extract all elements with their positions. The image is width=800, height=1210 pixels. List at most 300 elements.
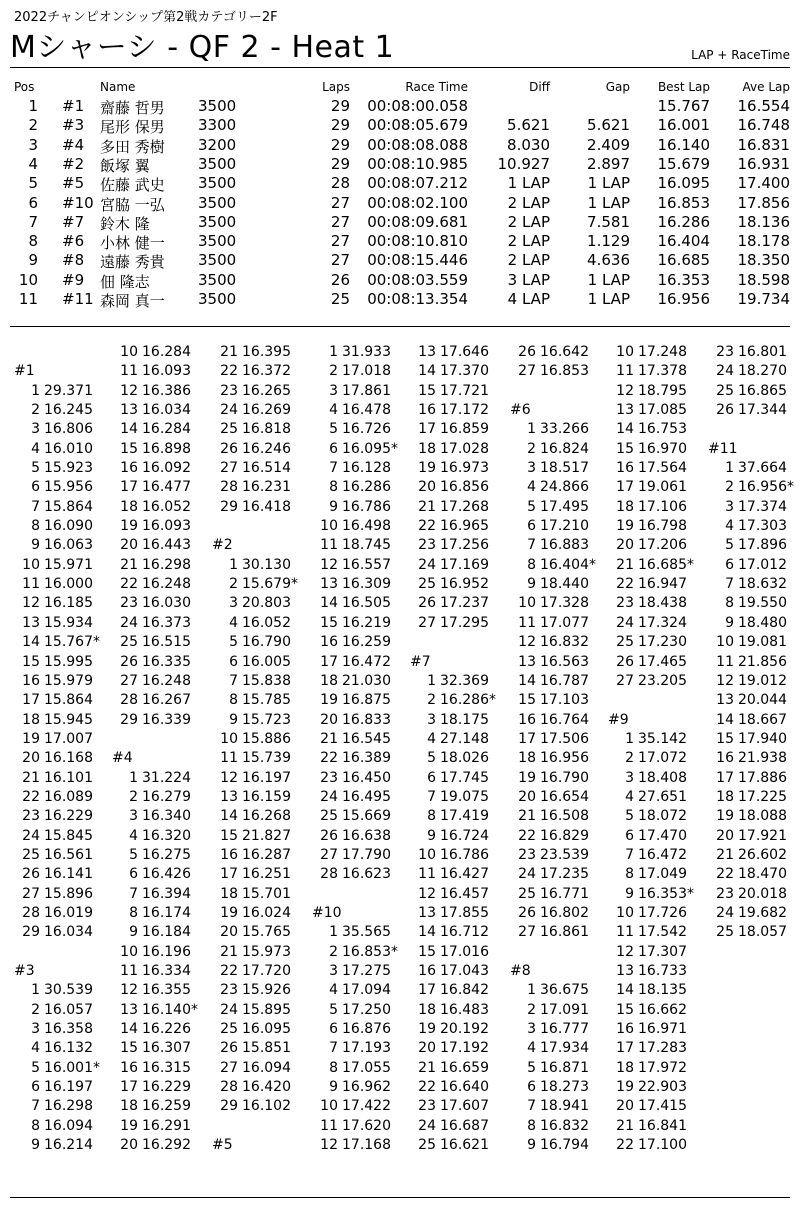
lap-number: 16 <box>418 402 436 419</box>
lap-entry <box>14 1001 114 1020</box>
lap-number: 16 <box>120 460 138 477</box>
lap-entry <box>14 1078 114 1097</box>
lap-number: 5 <box>625 808 634 825</box>
lap-time: 15.765 <box>242 924 291 941</box>
lap-time: 16.101 <box>44 769 93 786</box>
lap-entry <box>14 846 114 865</box>
lap-time: 16.001* <box>44 1059 100 1076</box>
lap-entry <box>608 981 708 1000</box>
result-laps: 29 <box>330 116 350 135</box>
lap-time: 16.265 <box>242 382 291 399</box>
lap-number: 16 <box>220 846 238 863</box>
driver-heading: #7 <box>410 653 431 670</box>
lap-time: 17.283 <box>638 1040 687 1057</box>
lap-time: 16.128 <box>342 460 391 477</box>
lap-time: 17.721 <box>440 382 489 399</box>
lap-entry <box>112 614 212 633</box>
lap-number: 20 <box>120 537 138 554</box>
lap-entry <box>312 478 412 497</box>
lap-time: 16.841 <box>638 1117 687 1134</box>
result-no: #8 <box>62 251 85 270</box>
lap-time: 16.395 <box>242 344 291 360</box>
lap-time: 16.472 <box>342 653 391 670</box>
lap-entry <box>708 711 800 730</box>
result-name: 小林 健一 <box>100 234 165 253</box>
lap-number: 11 <box>22 576 40 593</box>
lap-entry <box>212 401 312 420</box>
lap-time: 17.012 <box>738 556 787 573</box>
lap-number: 11 <box>518 614 536 631</box>
lap-time: 27.148 <box>440 730 489 747</box>
lap-number: 6 <box>625 827 634 844</box>
result-diff: 1 LAP <box>507 174 550 193</box>
lap-time: 16.214 <box>44 1137 93 1154</box>
result-row <box>0 193 800 214</box>
lap-number: 27 <box>220 460 238 477</box>
lap-time: 17.106 <box>638 498 687 515</box>
lap-time: 15.767* <box>44 634 100 651</box>
lap-number: 21 <box>616 1117 634 1134</box>
result-name: 齋藤 哲男 <box>100 99 165 117</box>
lap-time: 16.638 <box>342 827 391 844</box>
result-pos: 3 <box>28 135 38 154</box>
driver-heading: #5 <box>212 1137 233 1154</box>
lap-number: 5 <box>427 750 436 767</box>
lap-time: 16.094 <box>242 1059 291 1076</box>
lap-time: 23.205 <box>638 672 687 689</box>
lap-entry <box>14 536 114 555</box>
lap-time: 16.818 <box>242 421 291 438</box>
lap-entry <box>708 885 800 904</box>
lap-entry <box>112 536 212 555</box>
result-no: #3 <box>62 116 85 135</box>
lap-number: 15 <box>616 1001 634 1018</box>
lap-entry <box>112 440 212 459</box>
lap-time: 16.472 <box>638 846 687 863</box>
lap-time: 17.378 <box>638 363 687 380</box>
lap-entry <box>708 362 800 381</box>
lap-column <box>14 343 114 1155</box>
lap-number: 7 <box>527 537 536 554</box>
lap-time: 17.256 <box>440 537 489 554</box>
lap-time: 16.298 <box>142 556 191 573</box>
lap-number: 22 <box>22 788 40 805</box>
lap-time: 16.219 <box>342 614 391 631</box>
lap-entry <box>112 711 212 730</box>
lap-entry <box>410 749 510 768</box>
lap-time: 16.478 <box>342 402 391 419</box>
result-best: 16.095 <box>657 174 710 193</box>
lap-entry <box>608 1039 708 1058</box>
lap-time: 30.130 <box>242 556 291 573</box>
lap-entry <box>112 672 212 691</box>
lap-entry <box>510 1039 610 1058</box>
lap-entry <box>212 846 312 865</box>
result-gap: 1.129 <box>587 232 630 251</box>
result-name: 森岡 真一 <box>100 292 165 310</box>
result-laps: 29 <box>330 135 350 154</box>
lap-time: 16.786 <box>342 498 391 515</box>
lap-entry <box>212 923 312 942</box>
lap-number: 4 <box>129 827 138 844</box>
lap-entry <box>312 401 412 420</box>
lap-entry <box>608 594 708 613</box>
lap-entry <box>112 1001 212 1020</box>
lap-time: 16.824 <box>540 440 589 457</box>
lap-entry <box>608 420 708 439</box>
lap-entry <box>608 536 708 555</box>
lap-number: 3 <box>625 769 634 786</box>
lap-entry <box>708 556 800 575</box>
result-time: 00:08:10.985 <box>367 154 468 173</box>
lap-entry <box>608 691 708 710</box>
lap-entry <box>212 1117 312 1136</box>
lap-number: 24 <box>418 1117 436 1134</box>
lap-number: 8 <box>31 518 40 535</box>
lap-entry <box>410 633 510 652</box>
lap-number: 4 <box>31 440 40 457</box>
lap-time: 16.483 <box>440 1001 489 1018</box>
lap-time: 16.168 <box>44 750 93 767</box>
lap-time: 16.404* <box>540 556 596 573</box>
lap-entry <box>410 1117 510 1136</box>
page-title: Mシャーシ - QF 2 - Heat 1 <box>10 30 395 65</box>
result-time: 00:08:05.679 <box>367 116 468 135</box>
lap-time: 21.030 <box>342 672 391 689</box>
lap-time: 16.477 <box>142 479 191 496</box>
lap-entry <box>608 1001 708 1020</box>
result-ave: 17.400 <box>737 174 790 193</box>
lap-time: 16.623 <box>342 866 391 883</box>
lap-entry <box>608 498 708 517</box>
result-pos: 11 <box>18 290 38 308</box>
lap-time: 16.019 <box>44 904 93 921</box>
lap-number: 18 <box>418 440 436 457</box>
lap-number: 1 <box>427 672 436 689</box>
lap-entry <box>14 614 114 633</box>
lap-entry <box>410 1020 510 1039</box>
lap-number: 22 <box>518 827 536 844</box>
lap-entry <box>14 498 114 517</box>
lap-number: 22 <box>220 363 238 380</box>
lap-number: 3 <box>527 460 536 477</box>
lap-time: 16.320 <box>142 827 191 844</box>
lap-time: 18.270 <box>738 363 787 380</box>
lap-time: 16.642 <box>540 344 589 360</box>
col-diff: Diff <box>529 80 550 94</box>
lap-time: 16.268 <box>242 808 291 825</box>
lap-number: 3 <box>31 421 40 438</box>
lap-number: 16 <box>418 963 436 979</box>
lap-number: 10 <box>418 846 436 863</box>
lap-number: 12 <box>22 595 40 612</box>
lap-time: 16.801 <box>738 344 787 360</box>
lap-entry <box>112 730 212 749</box>
lap-number: 6 <box>31 1079 40 1096</box>
lap-number: 9 <box>527 576 536 593</box>
lap-number: 11 <box>120 963 138 979</box>
lap-number: 14 <box>220 808 238 825</box>
lap-entry <box>212 691 312 710</box>
lap-time: 17.085 <box>638 402 687 419</box>
lap-number: 20 <box>220 924 238 941</box>
result-row <box>0 97 800 117</box>
lap-number: 6 <box>427 769 436 786</box>
lap-entry <box>510 653 610 672</box>
result-row <box>0 135 800 156</box>
lap-entry <box>410 401 510 420</box>
lap-number: 19 <box>220 904 238 921</box>
lap-entry <box>608 1020 708 1039</box>
lap-time: 20.192 <box>440 1021 489 1038</box>
driver-heading: #3 <box>14 963 35 979</box>
lap-time: 17.564 <box>638 460 687 477</box>
lap-entry <box>312 1097 412 1116</box>
result-no: #10 <box>62 193 94 212</box>
lap-entry <box>212 614 312 633</box>
result-no: #2 <box>62 154 85 173</box>
lap-entry <box>212 1059 312 1078</box>
lap-time: 18.517 <box>540 460 589 477</box>
lap-time: 16.102 <box>242 1098 291 1115</box>
lap-time: 17.250 <box>342 1001 391 1018</box>
lap-entry <box>510 807 610 826</box>
lap-entry <box>312 730 412 749</box>
lap-entry <box>708 865 800 884</box>
lap-number: 23 <box>220 382 238 399</box>
lap-number: 3 <box>427 711 436 728</box>
lap-time: 16.284 <box>142 344 191 360</box>
lap-time: 16.962 <box>342 1079 391 1096</box>
lap-time: 16.764 <box>540 711 589 728</box>
lap-time: 16.335 <box>142 653 191 670</box>
lap-time: 18.438 <box>638 595 687 612</box>
result-ave: 18.136 <box>737 212 790 231</box>
lap-entry <box>14 1097 114 1116</box>
lap-time: 18.440 <box>540 576 589 593</box>
result-time: 00:08:00.058 <box>367 97 468 115</box>
lap-number: 22 <box>120 576 138 593</box>
lap-entry <box>112 865 212 884</box>
result-time: 00:08:15.446 <box>367 251 468 270</box>
lap-number: 15 <box>716 730 734 747</box>
lap-entry <box>410 594 510 613</box>
lap-time: 16.286* <box>440 692 496 709</box>
lap-number: 1 <box>31 982 40 999</box>
lap-number: 23 <box>120 595 138 612</box>
lap-entry <box>510 633 610 652</box>
lap-time: 22.903 <box>638 1079 687 1096</box>
lap-time: 15.785 <box>242 692 291 709</box>
lap-entry <box>510 498 610 517</box>
lap-number: 29 <box>120 711 138 728</box>
lap-time: 16.052 <box>142 498 191 515</box>
lap-number: 11 <box>616 924 634 941</box>
lap-time: 16.965 <box>440 518 489 535</box>
lap-entry <box>708 749 800 768</box>
lap-entry <box>312 459 412 478</box>
lap-entry <box>708 827 800 846</box>
lap-time: 17.028 <box>440 440 489 457</box>
lap-number: 2 <box>229 576 238 593</box>
lap-entry <box>510 691 610 710</box>
lap-time: 16.802 <box>540 904 589 921</box>
lap-number: 22 <box>418 518 436 535</box>
result-time: 00:08:07.212 <box>367 174 468 193</box>
result-time: 00:08:09.681 <box>367 212 468 231</box>
lap-entry <box>14 827 114 846</box>
result-gap: 1 LAP <box>587 290 630 308</box>
lap-entry <box>608 556 708 575</box>
lap-time: 36.675 <box>540 982 589 999</box>
lap-number: 26 <box>220 1040 238 1057</box>
lap-number: 16 <box>320 634 338 651</box>
lap-entry <box>112 498 212 517</box>
lap-number: 20 <box>716 827 734 844</box>
lap-entry <box>410 1136 510 1155</box>
lap-time: 17.210 <box>540 518 589 535</box>
result-gap: 2.409 <box>587 135 630 154</box>
lap-number: 3 <box>329 382 338 399</box>
lap-entry <box>312 769 412 788</box>
lap-time: 17.018 <box>342 363 391 380</box>
lap-time: 18.026 <box>440 750 489 767</box>
lap-number: 1 <box>31 382 40 399</box>
lap-number: 2 <box>129 788 138 805</box>
lap-time: 16.259 <box>342 634 391 651</box>
lap-time: 16.196 <box>142 943 191 960</box>
lap-time: 16.515 <box>142 634 191 651</box>
lap-number: 18 <box>120 1098 138 1115</box>
lap-entry <box>608 382 708 401</box>
lap-time: 17.225 <box>738 788 787 805</box>
lap-time: 16.389 <box>342 750 391 767</box>
driver-heading: #1 <box>14 363 35 380</box>
lap-number: 22 <box>616 576 634 593</box>
lap-number: 28 <box>120 692 138 709</box>
lap-entry <box>510 749 610 768</box>
lap-time: 16.545 <box>342 730 391 747</box>
result-cls: 3500 <box>198 193 237 212</box>
lap-time: 16.514 <box>242 460 291 477</box>
lap-entry <box>312 807 412 826</box>
result-ave: 18.178 <box>737 232 790 251</box>
lap-time: 16.010 <box>44 440 93 457</box>
lap-time: 16.141 <box>44 866 93 883</box>
lap-entry <box>14 633 114 652</box>
lap-entry <box>14 865 114 884</box>
lap-time: 17.172 <box>440 402 489 419</box>
result-diff: 2 LAP <box>507 251 550 270</box>
lap-entry <box>608 846 708 865</box>
lap-entry <box>312 536 412 555</box>
lap-entry <box>410 440 510 459</box>
lap-number: 9 <box>229 711 238 728</box>
lap-entry <box>14 575 114 594</box>
lap-number: 22 <box>320 750 338 767</box>
result-no: #6 <box>62 232 85 251</box>
lap-number: 21 <box>220 943 238 960</box>
lap-entry <box>608 962 708 981</box>
lap-number: 18 <box>22 711 40 728</box>
lap-entry <box>14 440 114 459</box>
driver-heading: #8 <box>510 963 531 979</box>
lap-number: 13 <box>518 653 536 670</box>
lap-entry <box>708 536 800 555</box>
lap-time: 18.632 <box>738 576 787 593</box>
lap-number: 21 <box>716 846 734 863</box>
lap-entry <box>14 459 114 478</box>
lap-time: 17.344 <box>738 402 787 419</box>
lap-number: 1 <box>329 344 338 360</box>
lap-time: 16.197 <box>242 769 291 786</box>
lap-time: 16.777 <box>540 1021 589 1038</box>
lap-number: 9 <box>527 1137 536 1154</box>
lap-time: 16.898 <box>142 440 191 457</box>
lap-number: 4 <box>527 479 536 496</box>
lap-time: 16.771 <box>540 885 589 902</box>
lap-time: 16.315 <box>142 1059 191 1076</box>
result-gap: 1 LAP <box>587 193 630 212</box>
col-name: Name <box>100 80 136 94</box>
lap-entry <box>410 885 510 904</box>
lap-entry <box>112 846 212 865</box>
lap-entry <box>708 459 800 478</box>
lap-time: 15.838 <box>242 672 291 689</box>
lap-number: 24 <box>320 788 338 805</box>
lap-time: 16.654 <box>540 788 589 805</box>
lap-entry <box>608 653 708 672</box>
lap-number: 1 <box>527 421 536 438</box>
lap-number: 27 <box>22 885 40 902</box>
lap-time: 16.095 <box>242 1021 291 1038</box>
lap-entry <box>112 1136 212 1155</box>
lap-number: 12 <box>220 769 238 786</box>
lap-entry <box>708 807 800 826</box>
lap-entry <box>708 614 800 633</box>
lap-entry <box>410 846 510 865</box>
lap-number: 23 <box>220 982 238 999</box>
lap-time: 17.230 <box>638 634 687 651</box>
lap-time: 17.193 <box>342 1040 391 1057</box>
lap-time: 16.394 <box>142 885 191 902</box>
lap-column <box>112 343 212 1155</box>
result-laps: 28 <box>330 174 350 193</box>
lap-time: 16.373 <box>142 614 191 631</box>
lap-number: 25 <box>616 634 634 651</box>
lap-time: 16.973 <box>440 460 489 477</box>
lap-entry <box>708 653 800 672</box>
lap-number: 4 <box>329 402 338 419</box>
lap-time: 16.245 <box>44 402 93 419</box>
lap-time: 16.443 <box>142 537 191 554</box>
result-row <box>0 290 800 310</box>
lap-entry <box>212 575 312 594</box>
lap-number: 20 <box>616 1098 634 1115</box>
lap-entry <box>112 459 212 478</box>
lap-time: 18.941 <box>540 1098 589 1115</box>
lap-entry <box>510 865 610 884</box>
lap-time: 19.061 <box>638 479 687 496</box>
lap-entry <box>212 1001 312 1020</box>
lap-entry <box>312 846 412 865</box>
lap-number: 19 <box>418 460 436 477</box>
lap-column <box>510 343 610 1155</box>
lap-column <box>410 343 510 1155</box>
lap-entry <box>14 691 114 710</box>
lap-number: 6 <box>527 518 536 535</box>
lap-number: 14 <box>616 982 634 999</box>
